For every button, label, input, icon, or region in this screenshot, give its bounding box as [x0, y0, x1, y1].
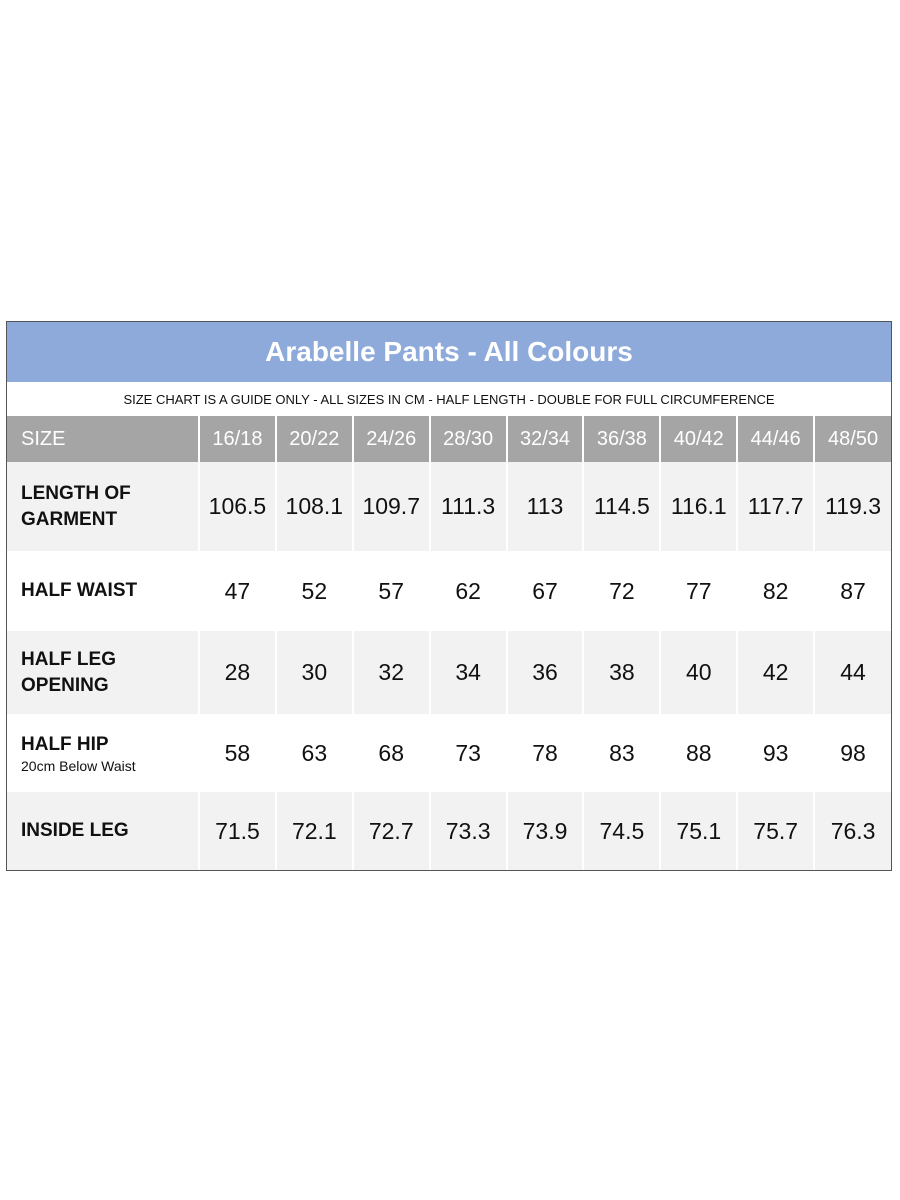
- row-label-line: LENGTH OF: [21, 482, 131, 504]
- row-label-line: INSIDE LEG: [21, 820, 129, 841]
- measurement-cell: 93: [737, 714, 814, 792]
- measurement-cell: 30: [276, 631, 353, 714]
- size-column-header: 28/30: [430, 416, 507, 462]
- measurement-cell: 62: [430, 551, 507, 631]
- size-column-header: 48/50: [814, 416, 891, 462]
- table-row-half-leg-opening: [7, 631, 891, 714]
- measurement-cell: 72: [583, 551, 660, 631]
- measurement-cell: 73.9: [507, 792, 584, 870]
- table-row-half-waist: [7, 551, 891, 631]
- measurement-cell: 28: [199, 631, 276, 714]
- measurement-cell: 87: [814, 551, 891, 631]
- row-label: [7, 714, 199, 792]
- measurement-cell: 109.7: [353, 462, 430, 551]
- row-label-line: GARMENT: [21, 508, 118, 530]
- measurement-cell: 57: [353, 551, 430, 631]
- measurement-cell: 72.1: [276, 792, 353, 870]
- size-column-header: 36/38: [583, 416, 660, 462]
- chart-subtitle: SIZE CHART IS A GUIDE ONLY - ALL SIZES IN CM - HALF LENGTH - DOUBLE FOR FULL CIRCUMFERENCE: [7, 382, 891, 416]
- measurement-cell: 52: [276, 551, 353, 631]
- measurement-cell: 76.3: [814, 792, 891, 870]
- table-row-inside-leg: [7, 792, 891, 870]
- measurement-cell: 32: [353, 631, 430, 714]
- size-chart: [6, 321, 892, 871]
- measurement-cell: 68: [353, 714, 430, 792]
- measurement-cell: 67: [507, 551, 584, 631]
- measurement-cell: 78: [507, 714, 584, 792]
- table-row-half-hip: [7, 714, 891, 792]
- row-label-line: HALF HIP: [21, 734, 109, 755]
- measurement-cell: 34: [430, 631, 507, 714]
- measurement-cell: 108.1: [276, 462, 353, 551]
- measurement-cell: 40: [660, 631, 737, 714]
- size-column-header: 16/18: [199, 416, 276, 462]
- row-label-note: 20cm Below Waist: [21, 758, 136, 774]
- measurement-cell: 38: [583, 631, 660, 714]
- measurement-cell: 111.3: [430, 462, 507, 551]
- row-label: [7, 631, 199, 714]
- size-column-header: 32/34: [507, 416, 584, 462]
- size-column-header: 24/26: [353, 416, 430, 462]
- measurement-cell: 88: [660, 714, 737, 792]
- measurement-cell: 113: [507, 462, 584, 551]
- measurement-cell: 75.7: [737, 792, 814, 870]
- measurement-cell: 73: [430, 714, 507, 792]
- measurement-cell: 42: [737, 631, 814, 714]
- row-label: [7, 792, 199, 870]
- measurement-cell: 114.5: [583, 462, 660, 551]
- measurement-cell: 63: [276, 714, 353, 792]
- measurement-cell: 82: [737, 551, 814, 631]
- size-column-header: 40/42: [660, 416, 737, 462]
- measurement-cell: 106.5: [199, 462, 276, 551]
- measurement-cell: 117.7: [737, 462, 814, 551]
- measurement-cell: 77: [660, 551, 737, 631]
- measurement-cell: 75.1: [660, 792, 737, 870]
- measurement-cell: 74.5: [583, 792, 660, 870]
- measurement-cell: 116.1: [660, 462, 737, 551]
- row-label: [7, 462, 199, 551]
- chart-title: Arabelle Pants - All Colours: [7, 322, 891, 382]
- size-header-label: SIZE: [7, 416, 199, 462]
- measurement-cell: 47: [199, 551, 276, 631]
- measurement-cell: 83: [583, 714, 660, 792]
- measurement-cell: 71.5: [199, 792, 276, 870]
- size-column-header: 44/46: [737, 416, 814, 462]
- size-table: [7, 416, 891, 870]
- row-label-line: HALF LEG: [21, 648, 116, 670]
- size-column-header: 20/22: [276, 416, 353, 462]
- measurement-cell: 36: [507, 631, 584, 714]
- table-row-length-of-garment: [7, 462, 891, 551]
- measurement-cell: 98: [814, 714, 891, 792]
- row-label: [7, 551, 199, 631]
- measurement-cell: 73.3: [430, 792, 507, 870]
- measurement-cell: 72.7: [353, 792, 430, 870]
- measurement-cell: 58: [199, 714, 276, 792]
- row-label-line: OPENING: [21, 674, 109, 696]
- measurement-cell: 44: [814, 631, 891, 714]
- measurement-cell: 119.3: [814, 462, 891, 551]
- row-label-line: HALF WAIST: [21, 580, 138, 601]
- size-header-row: [7, 416, 891, 462]
